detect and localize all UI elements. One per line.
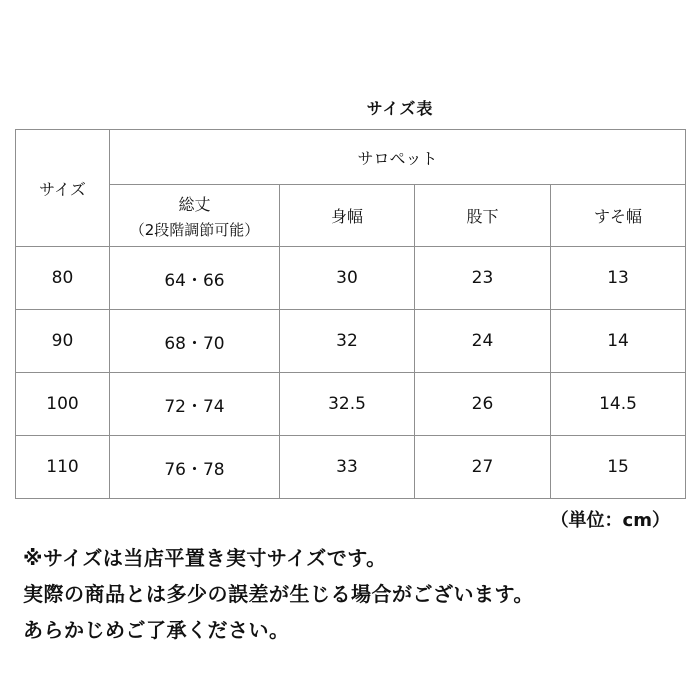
cell-inseam: 24 <box>415 310 551 373</box>
cell-size: 100 <box>16 373 110 436</box>
cell-size: 80 <box>16 247 110 310</box>
cell-total-length: 64・66 <box>110 247 280 310</box>
column-header-total-length-label: 総丈 <box>178 194 211 214</box>
cell-hem-width: 14 <box>551 310 686 373</box>
note-line: ※サイズは当店平置き実寸サイズです。 <box>23 546 387 570</box>
column-header-hem-width: すそ幅 <box>551 185 686 247</box>
cell-inseam: 26 <box>415 373 551 436</box>
product-group-header: サロペット <box>110 130 686 185</box>
note-line: 実際の商品とは多少の誤差が生じる場合がございます。 <box>23 582 534 606</box>
cell-body-width: 32 <box>280 310 415 373</box>
notes <box>23 540 683 648</box>
cell-body-width: 30 <box>280 247 415 310</box>
column-header-inseam: 股下 <box>415 185 551 247</box>
table-row <box>16 436 686 499</box>
size-column-header: サイズ <box>16 130 110 247</box>
table-row <box>16 247 686 310</box>
cell-hem-width: 15 <box>551 436 686 499</box>
column-header-body-width: 身幅 <box>280 185 415 247</box>
cell-total-length: 72・74 <box>110 373 280 436</box>
cell-total-length: 76・78 <box>110 436 280 499</box>
table-row <box>16 373 686 436</box>
size-table <box>15 129 686 499</box>
table-header-row <box>16 130 686 185</box>
cell-body-width: 32.5 <box>280 373 415 436</box>
cell-inseam: 27 <box>415 436 551 499</box>
column-header-total-length-note: （2段階調節可能） <box>129 220 260 239</box>
cell-size: 90 <box>16 310 110 373</box>
table-row <box>16 310 686 373</box>
note-line: あらかじめご了承ください。 <box>23 618 290 642</box>
unit-label: （単位：cm） <box>550 510 670 531</box>
column-header-total-length <box>110 185 280 247</box>
cell-total-length: 68・70 <box>110 310 280 373</box>
cell-size: 110 <box>16 436 110 499</box>
table-subheader-row <box>16 185 686 247</box>
table-title: サイズ表 <box>366 99 434 118</box>
cell-hem-width: 13 <box>551 247 686 310</box>
cell-hem-width: 14.5 <box>551 373 686 436</box>
cell-body-width: 33 <box>280 436 415 499</box>
cell-inseam: 23 <box>415 247 551 310</box>
